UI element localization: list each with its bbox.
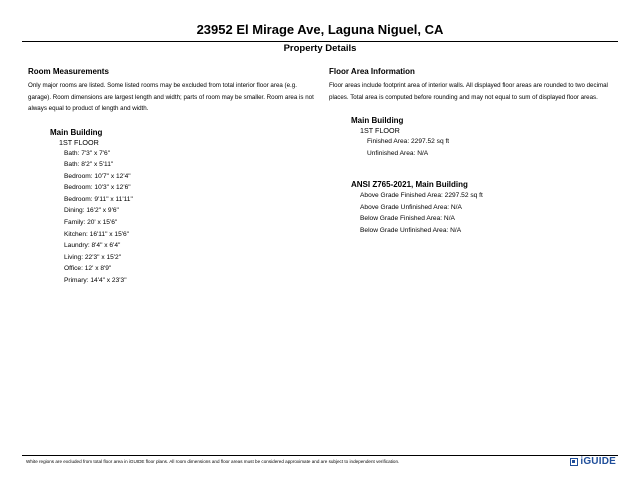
list-item: Below Grade Unfinished Area: N/A [360, 226, 462, 234]
ansi-heading: ANSI Z765-2021, Main Building [351, 180, 468, 190]
footer-disclaimer: White regions are excluded from total floor area in iGUIDE floor plans. All room dimensions and floor areas must be considered approximate and are subject to independent verification. [26, 459, 400, 464]
room-list [28, 148, 318, 287]
area-building-heading: Main Building [351, 116, 404, 125]
list-item: Finished Area: 2297.52 sq ft [367, 138, 450, 145]
list-item: Office: 12' x 8'9" [64, 265, 112, 273]
list-item: Bedroom: 10'7" x 12'4" [64, 172, 131, 180]
floor-area-heading: Floor Area Information [329, 67, 415, 76]
page-subtitle: Property Details [283, 43, 357, 54]
page-title: 23952 El Mirage Ave, Laguna Niguel, CA [196, 22, 444, 37]
list-item: Below Grade Finished Area: N/A [360, 215, 455, 223]
room-floor-heading: 1ST FLOOR [59, 137, 99, 147]
floor-area-list [329, 136, 619, 159]
list-item: Bedroom: 10'3" x 12'6" [64, 184, 131, 192]
footer-divider [22, 455, 618, 456]
title-divider [22, 41, 618, 42]
room-measurements-heading: Room Measurements [28, 67, 109, 76]
iguide-logo-text: iGUIDE [580, 456, 616, 467]
list-item: Living: 22'3" x 15'2" [64, 253, 122, 261]
area-floor-heading: 1ST FLOOR [360, 126, 400, 135]
list-item: Family: 20' x 15'6" [64, 219, 118, 227]
room-measurements-description: Only major rooms are listed. Some listed rooms may be excluded from total interior floor area (e.g. garage). Room dimensions are largest length and width; parts of room may be smaller. Room area is not always equal to product of length and width. [28, 82, 314, 112]
floor-area-description: Floor areas include footprint area of interior walls. All displayed floor areas are rounded to two decimal places. Total area is computed before rounding and may not equal to sum of displayed floor areas. [329, 82, 608, 101]
iguide-logo-icon [570, 458, 578, 466]
list-item: Primary: 14'4" x 23'3" [64, 277, 127, 285]
iguide-logo [570, 456, 616, 467]
list-item: Bedroom: 9'11" x 11'11" [64, 195, 133, 203]
floor-area-section [329, 67, 619, 237]
room-building-heading: Main Building [50, 127, 103, 137]
list-item: Bath: 7'3" x 7'6" [64, 149, 111, 157]
list-item: Dining: 16'2" x 9'6" [64, 207, 119, 215]
list-item: Above Grade Unfinished Area: N/A [360, 203, 462, 211]
room-measurements-section [28, 67, 318, 287]
ansi-list [329, 190, 619, 236]
list-item: Bath: 8'2" x 5'11" [64, 161, 114, 169]
list-item: Above Grade Finished Area: 2297.52 sq ft [360, 192, 483, 200]
list-item: Kitchen: 16'11" x 15'6" [64, 230, 129, 238]
list-item: Unfinished Area: N/A [367, 149, 429, 157]
list-item: Laundry: 8'4" x 6'4" [64, 242, 121, 250]
